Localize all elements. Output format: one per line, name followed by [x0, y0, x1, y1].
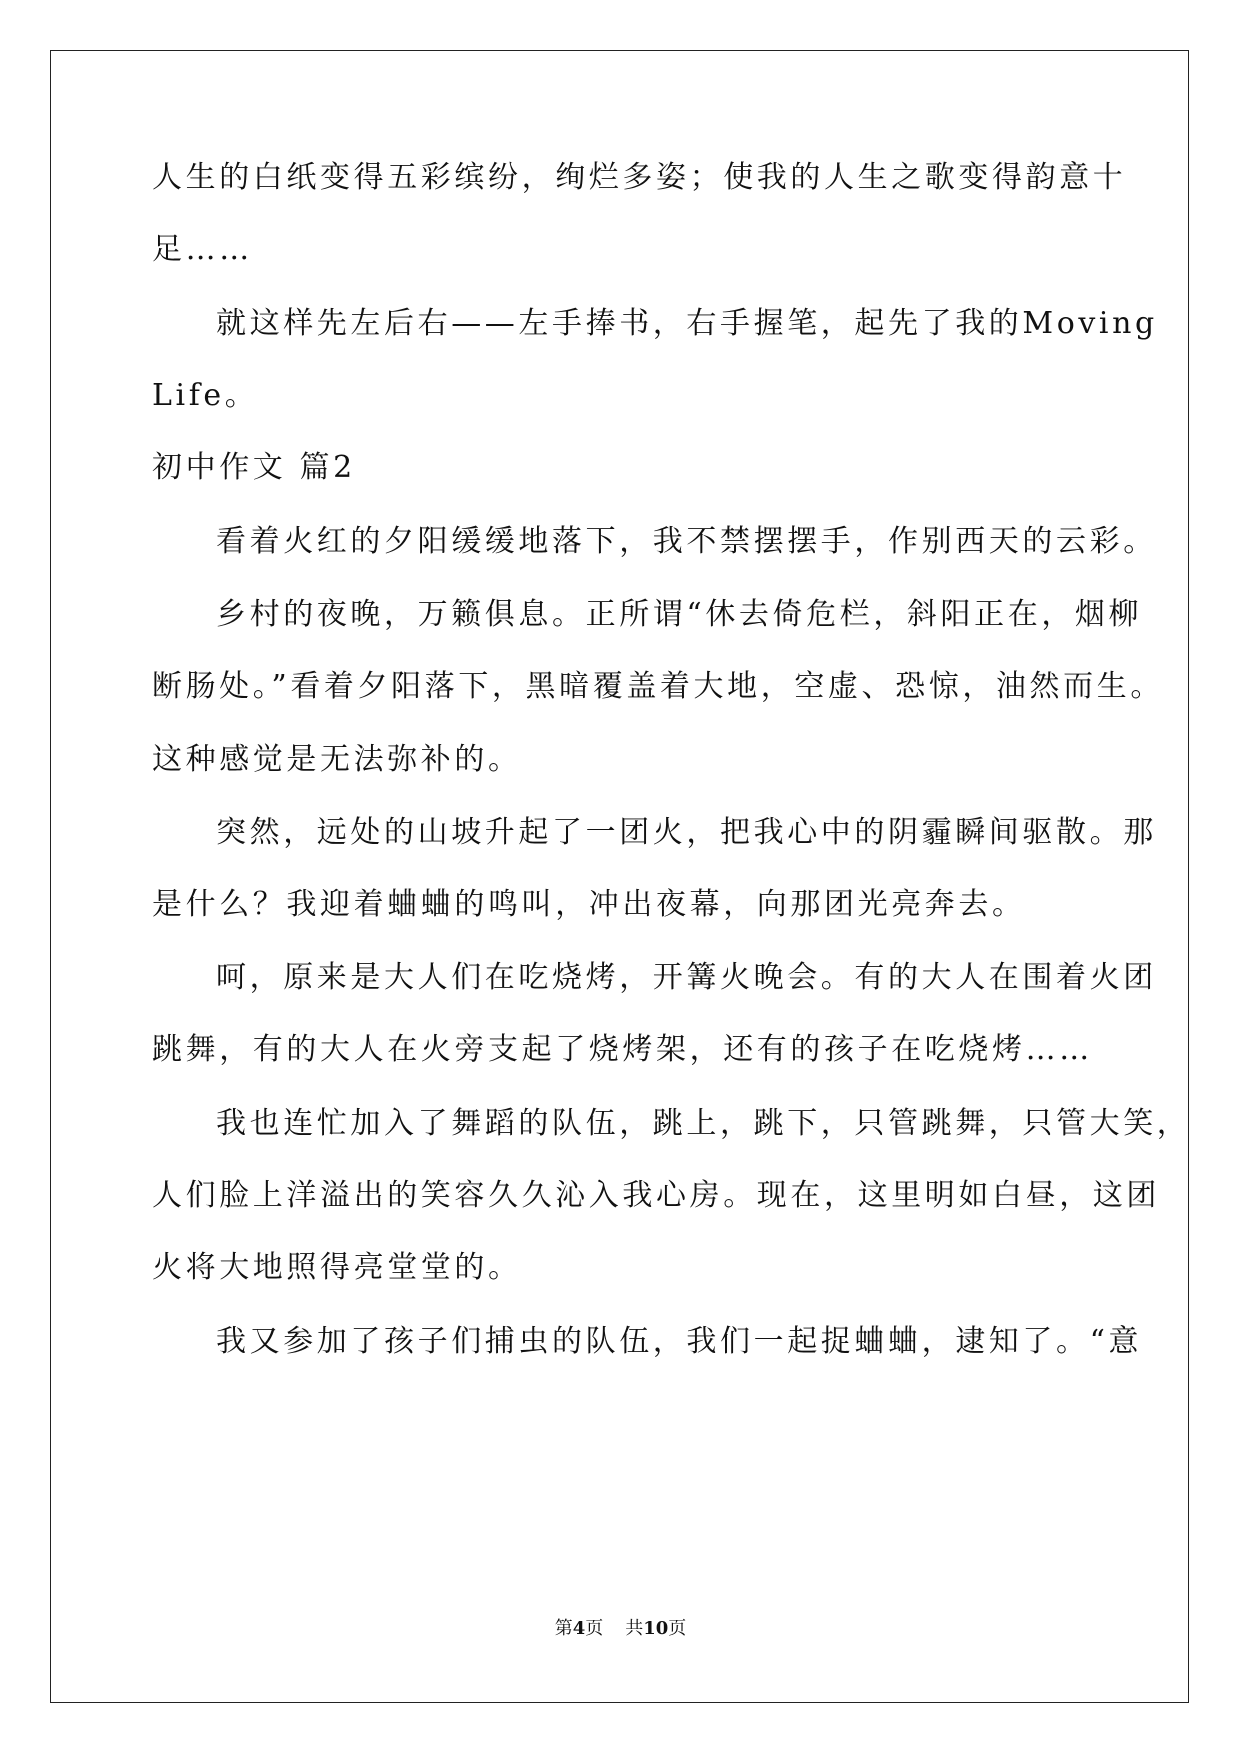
- page-current: 4: [572, 1618, 586, 1639]
- text-line: 人们脸上洋溢出的笑容久久沁入我心房。现在，这里明如白昼，这团: [152, 1178, 1160, 1213]
- text-line: 断肠处。”看着夕阳落下，黑暗覆盖着大地，空虚、恐惊，油然而生。: [152, 669, 1164, 704]
- text-line: 我也连忙加入了舞蹈的队伍，跳上，跳下，只管跳舞，只管大笑，: [216, 1106, 1191, 1141]
- total-prefix: 共: [625, 1618, 644, 1639]
- page-total: 10: [643, 1618, 669, 1639]
- page-footer: [0, 1617, 1241, 1641]
- text-line: 我又参加了孩子们捕虫的队伍，我们一起捉蛐蛐，逮知了。“意: [216, 1324, 1143, 1359]
- page-suffix: 页: [585, 1618, 604, 1639]
- text-line: 看着火红的夕阳缓缓地落下，我不禁摆摆手，作别西天的云彩。: [216, 524, 1157, 559]
- page-prefix: 第: [554, 1618, 573, 1639]
- text-line: Life。: [152, 378, 259, 413]
- text-line: 跳舞，有的大人在火旁支起了烧烤架，还有的孩子在吃烧烤……: [152, 1032, 1093, 1067]
- text-line: 足……: [152, 232, 253, 267]
- text-line: 突然，远处的山坡升起了一团火，把我心中的阴霾瞬间驱散。那: [216, 815, 1157, 850]
- text-line: 就这样先左后右——左手捧书，右手握笔，起先了我的Moving: [216, 306, 1158, 341]
- text-line: 火将大地照得亮堂堂的。: [152, 1250, 522, 1285]
- text-line: 人生的白纸变得五彩缤纷，绚烂多姿；使我的人生之歌变得韵意十: [152, 160, 1127, 195]
- text-line: 呵，原来是大人们在吃烧烤，开篝火晚会。有的大人在围着火团: [216, 960, 1157, 995]
- total-suffix: 页: [668, 1618, 687, 1639]
- text-line: 是什么？我迎着蛐蛐的鸣叫，冲出夜幕，向那团光亮奔去。: [152, 887, 1026, 922]
- text-line: 乡村的夜晚，万籁俱息。正所谓“休去倚危栏，斜阳正在，烟柳: [216, 597, 1143, 632]
- section-heading: 初中作文 篇2: [152, 450, 356, 485]
- text-line: 这种感觉是无法弥补的。: [152, 742, 522, 777]
- page-border: [50, 50, 1189, 1703]
